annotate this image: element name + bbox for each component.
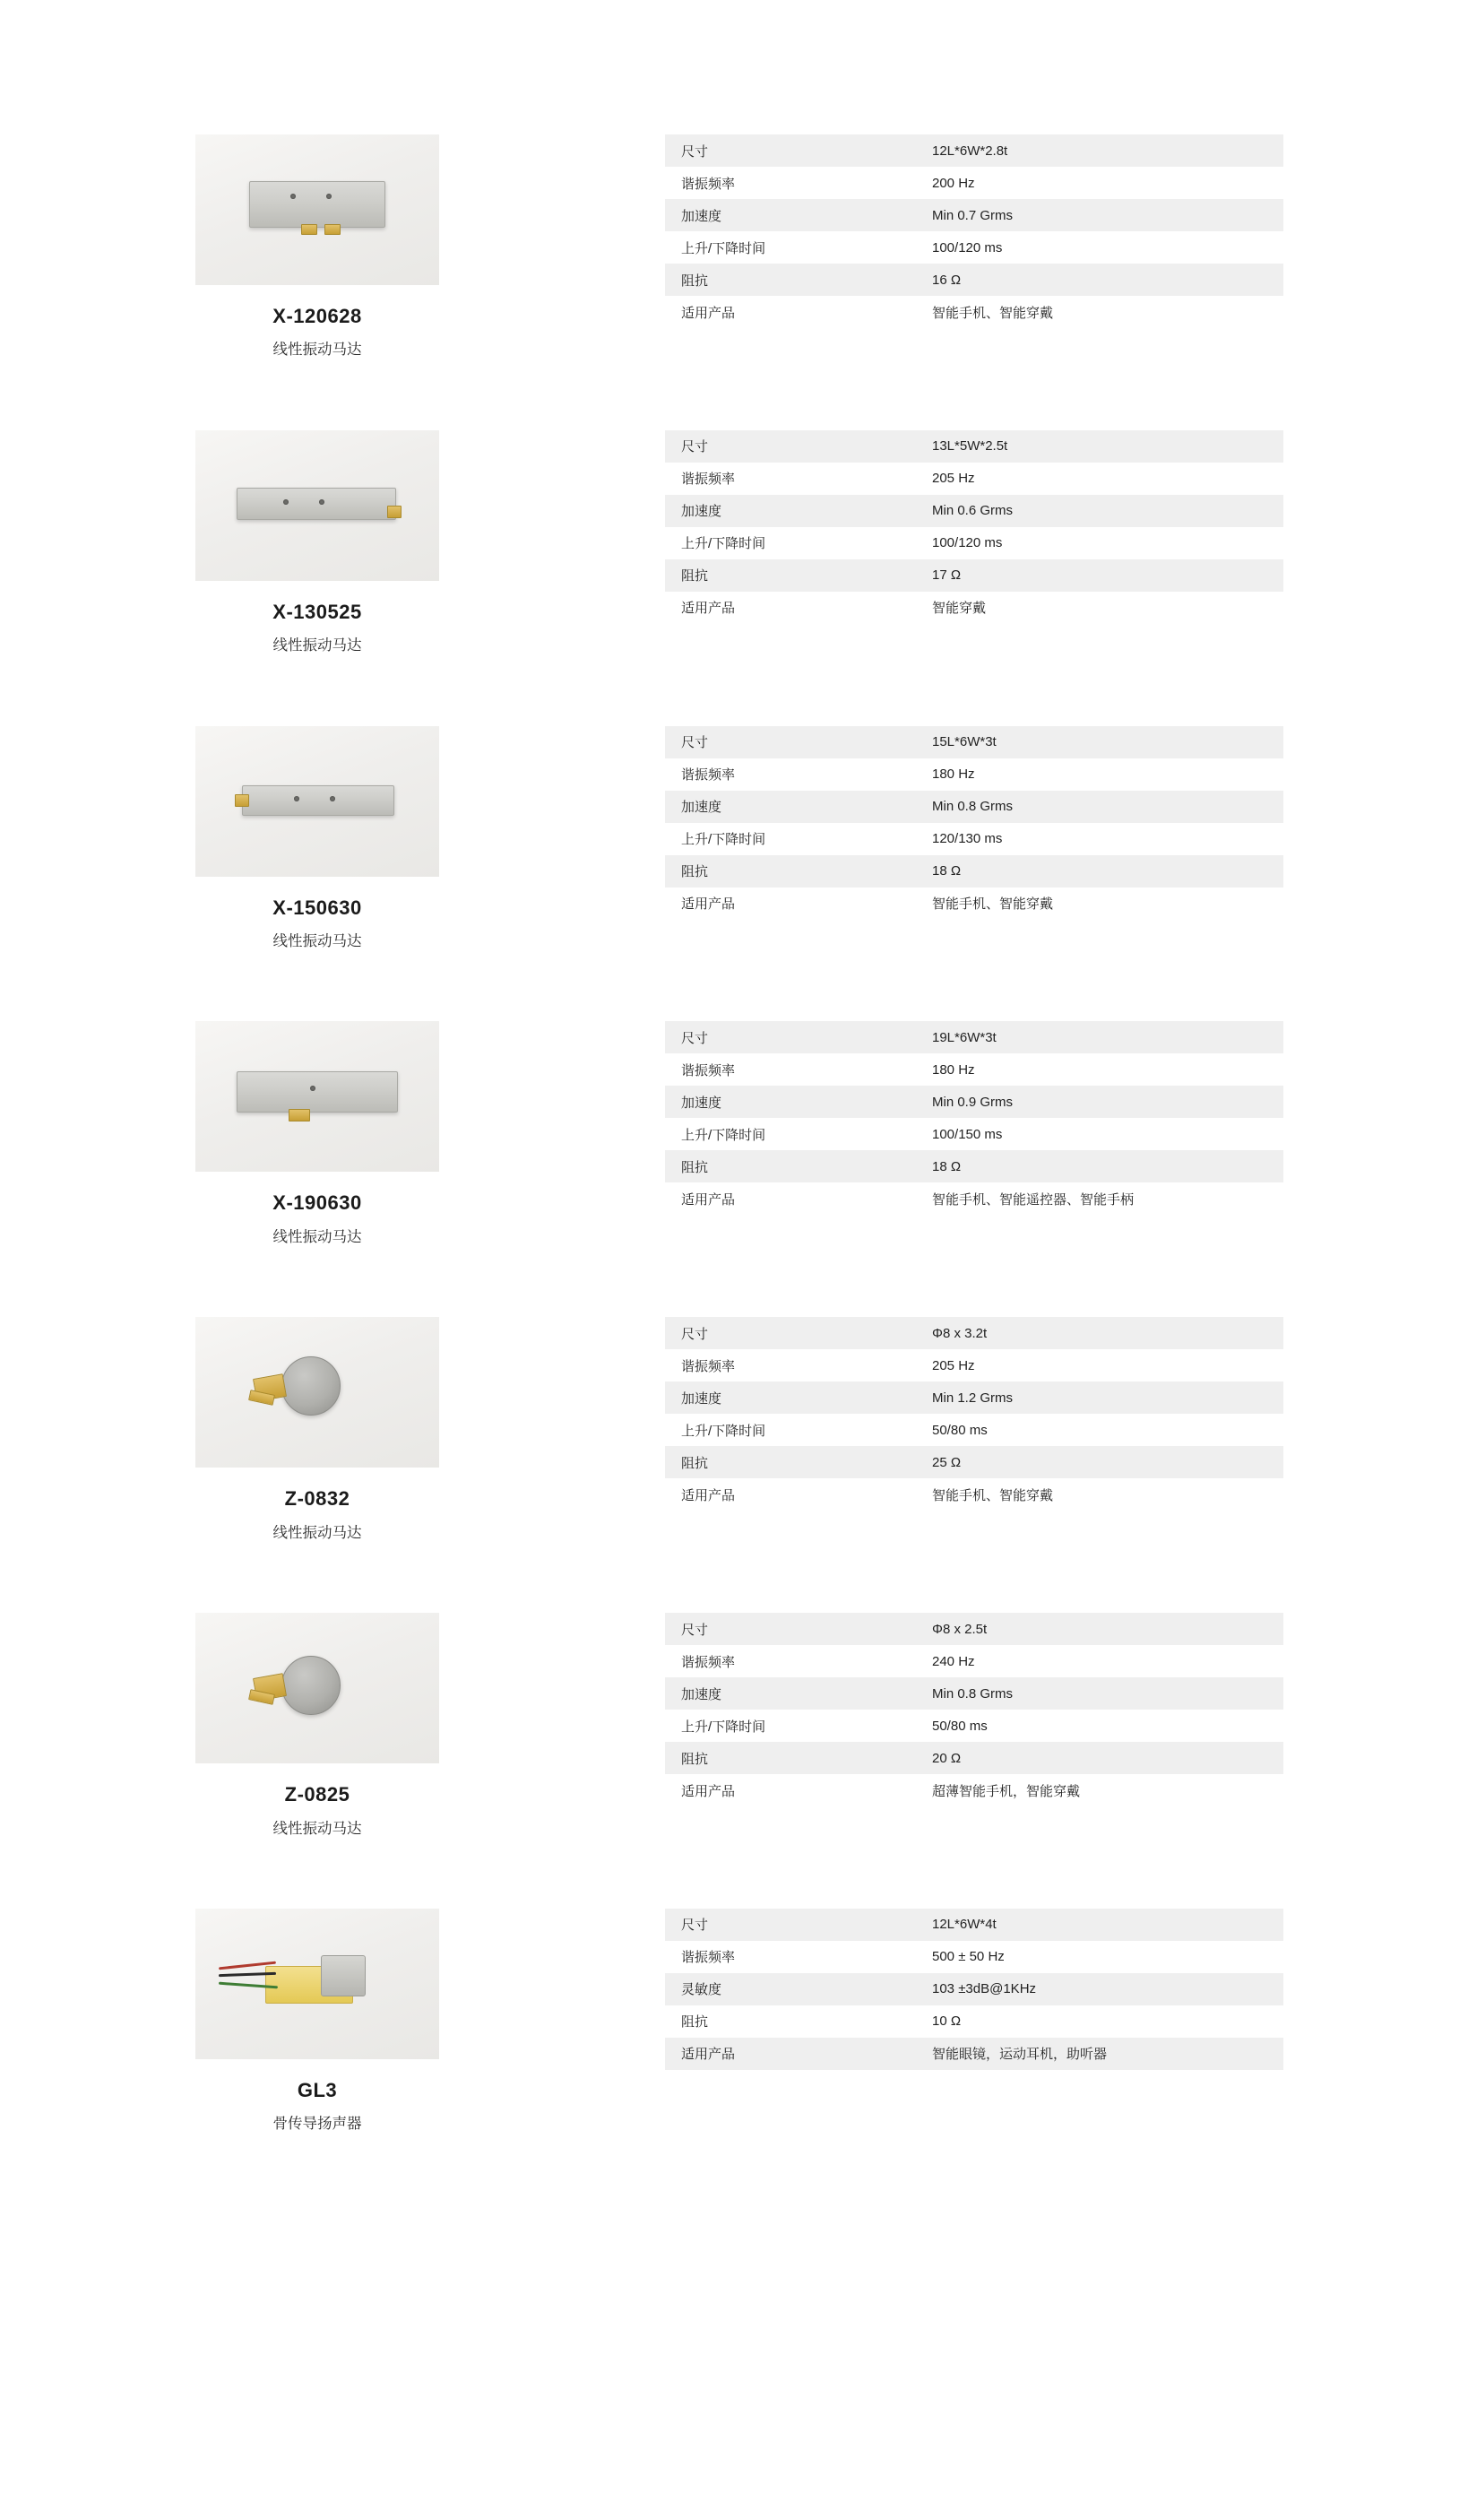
product-name: Z-0825	[284, 1783, 350, 1806]
spec-value: 205 Hz	[912, 1349, 1283, 1381]
motor-hole-shape	[319, 499, 324, 505]
product-list	[0, 134, 1468, 2135]
spec-key: 加速度	[665, 1086, 912, 1118]
spec-row	[665, 296, 1283, 328]
product-subtitle: 线性振动马达	[272, 342, 362, 359]
product-media-column	[195, 1021, 572, 1247]
product-spec-column	[665, 1613, 1283, 1806]
spec-row	[665, 231, 1283, 264]
product-media-column	[195, 1317, 572, 1543]
spec-row	[665, 2038, 1283, 2070]
spec-table-body	[665, 726, 1283, 920]
spec-row	[665, 1645, 1283, 1677]
spec-value: 103 ±3dB@1KHz	[912, 1973, 1283, 2005]
spec-value: 25 Ω	[912, 1446, 1283, 1478]
spec-key: 上升/下降时间	[665, 823, 912, 855]
spec-value: 100/120 ms	[912, 527, 1283, 559]
spec-row	[665, 2005, 1283, 2038]
spec-row	[665, 791, 1283, 823]
product-name: X-130525	[272, 600, 362, 623]
product-media-column	[195, 134, 572, 360]
spec-value: Min 0.8 Grms	[912, 791, 1283, 823]
product-spec-column	[665, 726, 1283, 920]
spec-table	[665, 1909, 1283, 2070]
spec-table-body	[665, 134, 1283, 328]
product-entry	[0, 726, 1468, 952]
spec-key: 加速度	[665, 1677, 912, 1710]
product-name: X-120628	[272, 305, 362, 327]
spec-table-body	[665, 1613, 1283, 1806]
spec-row	[665, 1053, 1283, 1086]
spec-key: 灵敏度	[665, 1973, 912, 2005]
spec-value: 12L*6W*2.8t	[912, 134, 1283, 167]
spec-value: Min 1.2 Grms	[912, 1381, 1283, 1414]
spec-table	[665, 1613, 1283, 1806]
spec-row	[665, 592, 1283, 624]
product-media-column	[195, 1909, 572, 2135]
motor-hole-shape	[326, 194, 332, 199]
spec-value: Min 0.8 Grms	[912, 1677, 1283, 1710]
spec-row	[665, 1973, 1283, 2005]
spec-value: 500 ± 50 Hz	[912, 1941, 1283, 1973]
spec-key: 阻抗	[665, 1742, 912, 1774]
spec-row	[665, 1677, 1283, 1710]
spec-row	[665, 823, 1283, 855]
spec-row	[665, 1710, 1283, 1742]
lra-rectangular-module-photo	[195, 134, 439, 285]
spec-key: 阻抗	[665, 1446, 912, 1478]
spec-row	[665, 134, 1283, 167]
product-entry	[0, 134, 1468, 360]
spec-row	[665, 1182, 1283, 1215]
spec-row	[665, 430, 1283, 463]
spec-value: 17 Ω	[912, 559, 1283, 592]
coin-motor-body-shape	[281, 1356, 341, 1416]
spec-value: 50/80 ms	[912, 1710, 1283, 1742]
spec-key: 加速度	[665, 791, 912, 823]
spec-value: Min 0.9 Grms	[912, 1086, 1283, 1118]
spec-key: 适用产品	[665, 888, 912, 920]
spec-table-body	[665, 1909, 1283, 2070]
spec-row	[665, 559, 1283, 592]
spec-value: 100/120 ms	[912, 231, 1283, 264]
product-spec-column	[665, 134, 1283, 328]
spec-key: 阻抗	[665, 2005, 912, 2038]
spec-row	[665, 726, 1283, 758]
lra-coin-module-photo	[195, 1317, 439, 1468]
spec-key: 尺寸	[665, 1909, 912, 1941]
spec-table-body	[665, 1021, 1283, 1215]
spec-key: 谐振频率	[665, 463, 912, 495]
spec-value: 200 Hz	[912, 167, 1283, 199]
product-caption	[195, 2079, 439, 2135]
spec-row	[665, 527, 1283, 559]
spec-value: 10 Ω	[912, 2005, 1283, 2038]
bone-conduction-speaker-photo	[195, 1909, 439, 2059]
spec-table-body	[665, 1317, 1283, 1511]
spec-key: 谐振频率	[665, 1349, 912, 1381]
spec-key: 适用产品	[665, 1478, 912, 1511]
spec-value: 智能穿戴	[912, 592, 1283, 624]
motor-body-shape	[242, 785, 394, 816]
spec-value: 15L*6W*3t	[912, 726, 1283, 758]
solder-tab-shape	[301, 224, 317, 235]
product-spec-column	[665, 1317, 1283, 1511]
spec-key: 尺寸	[665, 1317, 912, 1349]
product-subtitle: 线性振动马达	[272, 1228, 362, 1245]
product-name: GL3	[297, 2078, 338, 2101]
motor-body-shape	[249, 181, 385, 228]
product-subtitle: 线性振动马达	[272, 637, 362, 654]
spec-row	[665, 758, 1283, 791]
lra-coin-module-photo	[195, 1613, 439, 1763]
spec-value: 智能手机、智能穿戴	[912, 296, 1283, 328]
product-entry	[0, 1317, 1468, 1543]
motor-hole-shape	[294, 796, 299, 801]
spec-value: Φ8 x 3.2t	[912, 1317, 1283, 1349]
spec-row	[665, 855, 1283, 888]
product-caption	[195, 601, 439, 656]
product-entry	[0, 1021, 1468, 1247]
spec-value: 智能眼镜，运动耳机，助听器	[912, 2038, 1283, 2070]
spec-key: 阻抗	[665, 559, 912, 592]
speaker-metal-cap-shape	[321, 1955, 366, 1996]
spec-value: 120/130 ms	[912, 823, 1283, 855]
product-caption	[195, 305, 439, 360]
spec-value: Φ8 x 2.5t	[912, 1613, 1283, 1645]
spec-row	[665, 495, 1283, 527]
spec-key: 上升/下降时间	[665, 1118, 912, 1150]
motor-hole-shape	[330, 796, 335, 801]
product-caption	[195, 1191, 439, 1247]
product-entry	[0, 430, 1468, 656]
spec-row	[665, 1446, 1283, 1478]
solder-tab-shape	[289, 1109, 310, 1121]
spec-row	[665, 1774, 1283, 1806]
spec-value: 180 Hz	[912, 758, 1283, 791]
spec-value: 13L*5W*2.5t	[912, 430, 1283, 463]
product-caption	[195, 896, 439, 952]
spec-key: 谐振频率	[665, 1053, 912, 1086]
spec-key: 谐振频率	[665, 1941, 912, 1973]
spec-row	[665, 167, 1283, 199]
spec-key: 加速度	[665, 1381, 912, 1414]
spec-key: 加速度	[665, 495, 912, 527]
motor-body-shape	[237, 488, 396, 520]
spec-key: 尺寸	[665, 726, 912, 758]
product-spec-column	[665, 1909, 1283, 2070]
spec-row	[665, 264, 1283, 296]
lra-rectangular-module-photo	[195, 430, 439, 581]
spec-row	[665, 1118, 1283, 1150]
solder-tab-shape	[235, 794, 249, 807]
spec-table	[665, 134, 1283, 328]
spec-row	[665, 888, 1283, 920]
spec-value: Min 0.6 Grms	[912, 495, 1283, 527]
product-subtitle: 线性振动马达	[272, 1524, 362, 1541]
spec-table	[665, 1021, 1283, 1215]
spec-row	[665, 1478, 1283, 1511]
spec-value: 12L*6W*4t	[912, 1909, 1283, 1941]
solder-tab-shape	[387, 506, 402, 518]
spec-table	[665, 726, 1283, 920]
spec-key: 尺寸	[665, 430, 912, 463]
spec-row	[665, 1613, 1283, 1645]
product-spec-column	[665, 1021, 1283, 1215]
product-subtitle: 线性振动马达	[272, 1820, 362, 1837]
spec-value: 19L*6W*3t	[912, 1021, 1283, 1053]
spec-key: 阻抗	[665, 855, 912, 888]
product-name: Z-0832	[284, 1487, 350, 1511]
spec-table	[665, 430, 1283, 624]
product-spec-column	[665, 430, 1283, 624]
product-name: X-190630	[272, 1191, 362, 1215]
spec-key: 阻抗	[665, 264, 912, 296]
spec-key: 上升/下降时间	[665, 231, 912, 264]
product-media-column	[195, 726, 572, 952]
spec-key: 适用产品	[665, 1774, 912, 1806]
spec-key: 适用产品	[665, 1182, 912, 1215]
motor-hole-shape	[283, 499, 289, 505]
spec-key: 谐振频率	[665, 1645, 912, 1677]
spec-value: 18 Ω	[912, 1150, 1283, 1182]
coin-motor-body-shape	[281, 1656, 341, 1715]
product-subtitle: 骨传导扬声器	[272, 2116, 362, 2133]
spec-value: 100/150 ms	[912, 1118, 1283, 1150]
product-entry	[0, 1613, 1468, 1839]
spec-key: 尺寸	[665, 1021, 912, 1053]
spec-row	[665, 1909, 1283, 1941]
spec-key: 上升/下降时间	[665, 527, 912, 559]
spec-row	[665, 1941, 1283, 1973]
spec-key: 适用产品	[665, 296, 912, 328]
spec-value: 智能手机、智能穿戴	[912, 1478, 1283, 1511]
product-media-column	[195, 430, 572, 656]
spec-key: 上升/下降时间	[665, 1414, 912, 1446]
spec-value: 20 Ω	[912, 1742, 1283, 1774]
spec-key: 阻抗	[665, 1150, 912, 1182]
spec-row	[665, 1349, 1283, 1381]
solder-tab-shape	[324, 224, 341, 235]
spec-value: 智能手机、智能穿戴	[912, 888, 1283, 920]
spec-key: 尺寸	[665, 134, 912, 167]
spec-key: 加速度	[665, 199, 912, 231]
spec-key: 尺寸	[665, 1613, 912, 1645]
spec-table-body	[665, 430, 1283, 624]
spec-row	[665, 1021, 1283, 1053]
lra-rectangular-module-photo	[195, 726, 439, 877]
product-name: X-150630	[272, 896, 362, 919]
spec-key: 谐振频率	[665, 167, 912, 199]
spec-value: 205 Hz	[912, 463, 1283, 495]
spec-row	[665, 1414, 1283, 1446]
spec-row	[665, 1086, 1283, 1118]
spec-key: 适用产品	[665, 2038, 912, 2070]
spec-value: 超薄智能手机，智能穿戴	[912, 1774, 1283, 1806]
spec-row	[665, 1150, 1283, 1182]
spec-key: 适用产品	[665, 592, 912, 624]
spec-value: 240 Hz	[912, 1645, 1283, 1677]
spec-row	[665, 199, 1283, 231]
motor-hole-shape	[290, 194, 296, 199]
lra-rectangular-module-photo	[195, 1021, 439, 1172]
spec-key: 上升/下降时间	[665, 1710, 912, 1742]
spec-row	[665, 1742, 1283, 1774]
product-media-column	[195, 1613, 572, 1839]
spec-value: 智能手机、智能遥控器、智能手柄	[912, 1182, 1283, 1215]
product-caption	[195, 1487, 439, 1543]
spec-row	[665, 1381, 1283, 1414]
spec-value: Min 0.7 Grms	[912, 199, 1283, 231]
motor-body-shape	[237, 1071, 398, 1113]
spec-value: 18 Ω	[912, 855, 1283, 888]
spec-row	[665, 463, 1283, 495]
product-subtitle: 线性振动马达	[272, 933, 362, 950]
spec-row	[665, 1317, 1283, 1349]
spec-value: 180 Hz	[912, 1053, 1283, 1086]
product-entry	[0, 1909, 1468, 2135]
spec-table	[665, 1317, 1283, 1511]
product-caption	[195, 1783, 439, 1839]
spec-value: 16 Ω	[912, 264, 1283, 296]
spec-key: 谐振频率	[665, 758, 912, 791]
spec-value: 50/80 ms	[912, 1414, 1283, 1446]
